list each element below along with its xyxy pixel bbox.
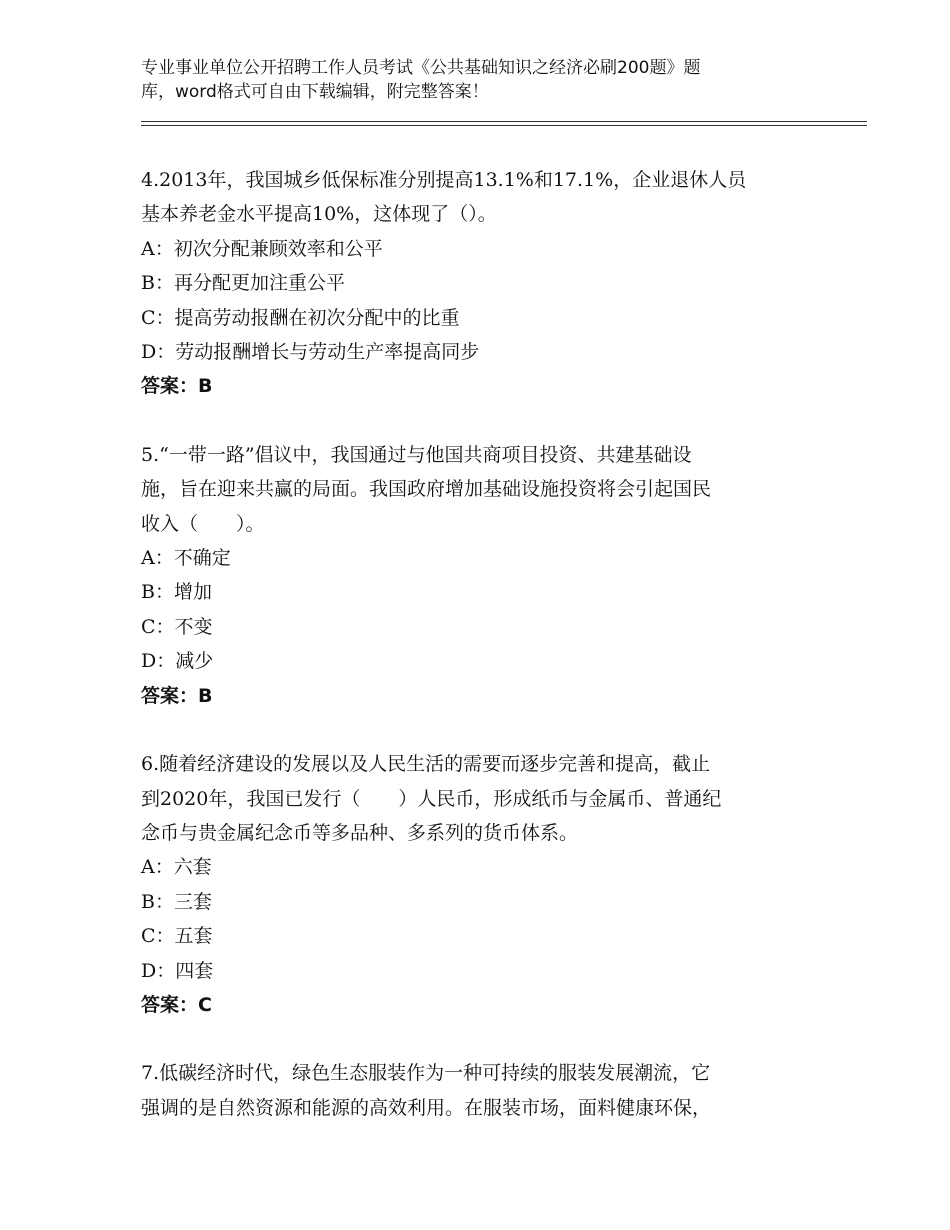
header-divider-bottom	[141, 125, 867, 126]
option-d: D：减少	[141, 650, 214, 673]
header-line-2: 库，word格式可自由下载编辑，附完整答案！	[141, 82, 489, 102]
option-c: C：不变	[141, 615, 213, 638]
question-text-line: 念币与贵金属纪念币等多品种、多系列的货币体系。	[141, 821, 579, 844]
option-b: B：再分配更加注重公平	[141, 272, 345, 295]
document-header	[141, 56, 801, 104]
option-d: D：四套	[141, 959, 214, 982]
question-text-line: 到2020年，我国已发行（ ）人民币，形成纸币与金属币、普通纪	[141, 787, 722, 810]
option-a: A：不确定	[141, 547, 231, 570]
question-text-line: 施，旨在迎来共赢的局面。我国政府增加基础设施投资将会引起国民	[141, 478, 712, 501]
option-d: D：劳动报酬增长与劳动生产率提高同步	[141, 341, 480, 364]
question-text-line: 4.2013年，我国城乡低保标准分别提高13.1%和17.1%，企业退休人员	[141, 169, 747, 191]
question-5	[141, 438, 831, 713]
question-text-line: 强调的是自然资源和能源的高效利用。在服装市场，面料健康环保，	[141, 1096, 712, 1119]
answer-label: 答案：B	[141, 375, 213, 398]
header-divider-top	[141, 121, 867, 122]
question-text-line: 7.低碳经济时代，绿色生态服装作为一种可持续的服装发展潮流，它	[141, 1062, 711, 1085]
question-text-line: 5.“一带一路”倡议中，我国通过与他国共商项目投资、共建基础设	[141, 443, 692, 466]
question-4	[141, 163, 831, 404]
question-text-line: 基本养老金水平提高10%，这体现了（）。	[141, 203, 497, 226]
option-b: B：三套	[141, 890, 212, 913]
answer-label: 答案：C	[141, 993, 212, 1016]
option-a: A：六套	[141, 856, 212, 879]
question-6	[141, 747, 831, 1022]
question-text-line: 6.随着经济建设的发展以及人民生活的需要而逐步完善和提高，截止	[141, 753, 711, 776]
answer-label: 答案：B	[141, 684, 213, 707]
header-line-1: 专业事业单位公开招聘工作人员考试《公共基础知识之经济必刷200题》题	[141, 58, 701, 78]
option-c: C：五套	[141, 925, 213, 948]
question-list	[141, 163, 831, 1159]
question-7	[141, 1056, 831, 1125]
option-a: A：初次分配兼顾效率和公平	[141, 237, 383, 260]
option-b: B：增加	[141, 581, 212, 604]
option-c: C：提高劳动报酬在初次分配中的比重	[141, 306, 460, 329]
question-text-line: 收入（ ）。	[141, 512, 265, 535]
